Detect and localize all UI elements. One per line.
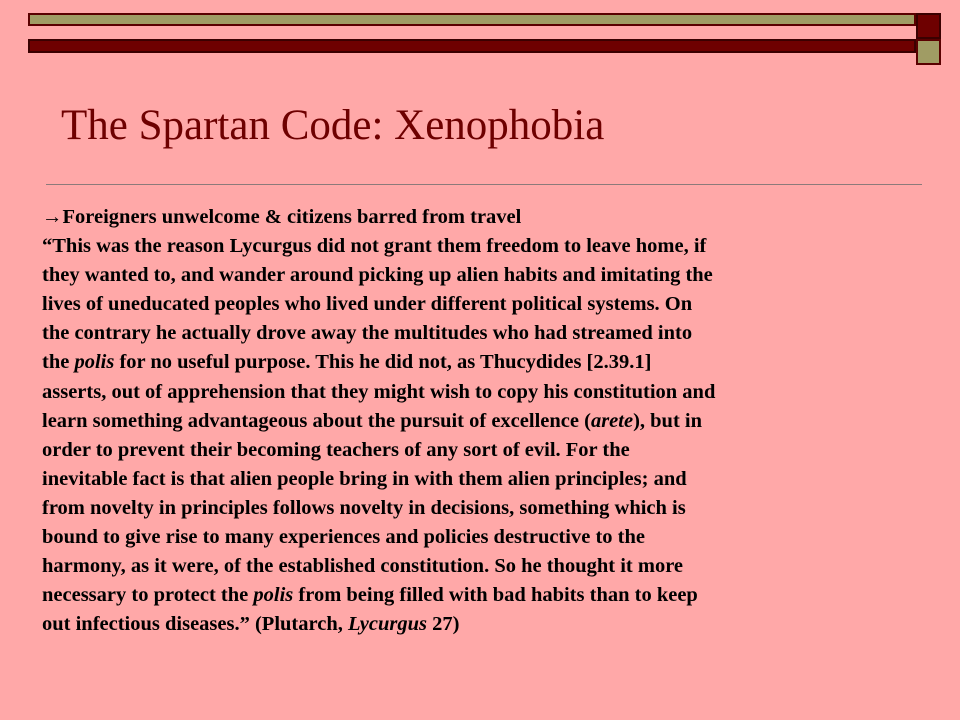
- body-line: the contrary he actually drove away the multitudes who had streamed into: [42, 322, 693, 345]
- slide-title: The Spartan Code: Xenophobia: [61, 102, 605, 149]
- body-line-text: 27): [426, 613, 460, 636]
- body-line: [42, 348, 922, 377]
- slide-body: [42, 203, 922, 639]
- body-line: inevitable fact is that alien people bring in with them alien principles; and: [42, 467, 687, 490]
- body-line: from novelty in principles follows novelty in decisions, something which is: [42, 496, 686, 519]
- body-line-text: for no useful purpose. This he did not, as Thucydides [2.39.1]: [114, 351, 652, 374]
- body-line-text: from being filled with bad habits than to keep: [293, 584, 698, 607]
- body-line-text: out infectious diseases.” (Plutarch,: [42, 613, 348, 636]
- italic-term: arete: [590, 409, 634, 432]
- body-line: [42, 610, 922, 639]
- decorative-square-top: [916, 13, 941, 39]
- decorative-bar-bottom: [28, 39, 916, 53]
- body-line-text: necessary to protect the: [42, 584, 254, 607]
- body-line: bound to give rise to many experiences and policies destructive to the: [42, 526, 645, 549]
- body-line: they wanted to, and wander around picking up alien habits and imitating the: [42, 264, 713, 287]
- body-line: lives of uneducated peoples who lived under different political systems. On: [42, 293, 693, 316]
- title-divider: [46, 184, 922, 185]
- decorative-bar-top: [28, 13, 916, 26]
- italic-term: polis: [74, 351, 115, 374]
- body-line-text: ), but in: [633, 409, 702, 432]
- italic-term: Lycurgus: [347, 613, 427, 636]
- decorative-square-bottom: [916, 39, 941, 65]
- body-line: “This was the reason Lycurgus did not grant them freedom to leave home, if: [42, 235, 707, 258]
- body-line-text: the: [42, 351, 75, 374]
- body-line: [42, 407, 922, 436]
- body-line: harmony, as it were, of the established constitution. So he thought it more: [42, 555, 684, 578]
- body-line: [42, 581, 922, 610]
- body-line: order to prevent their becoming teachers of any sort of evil. For the: [42, 438, 630, 461]
- italic-term: polis: [253, 584, 294, 607]
- body-line-text: learn something advantageous about the pursuit of excellence (: [42, 409, 591, 432]
- body-line: asserts, out of apprehension that they might wish to copy his constitution and: [42, 380, 716, 403]
- body-line: →Foreigners unwelcome & citizens barred from travel: [42, 206, 522, 228]
